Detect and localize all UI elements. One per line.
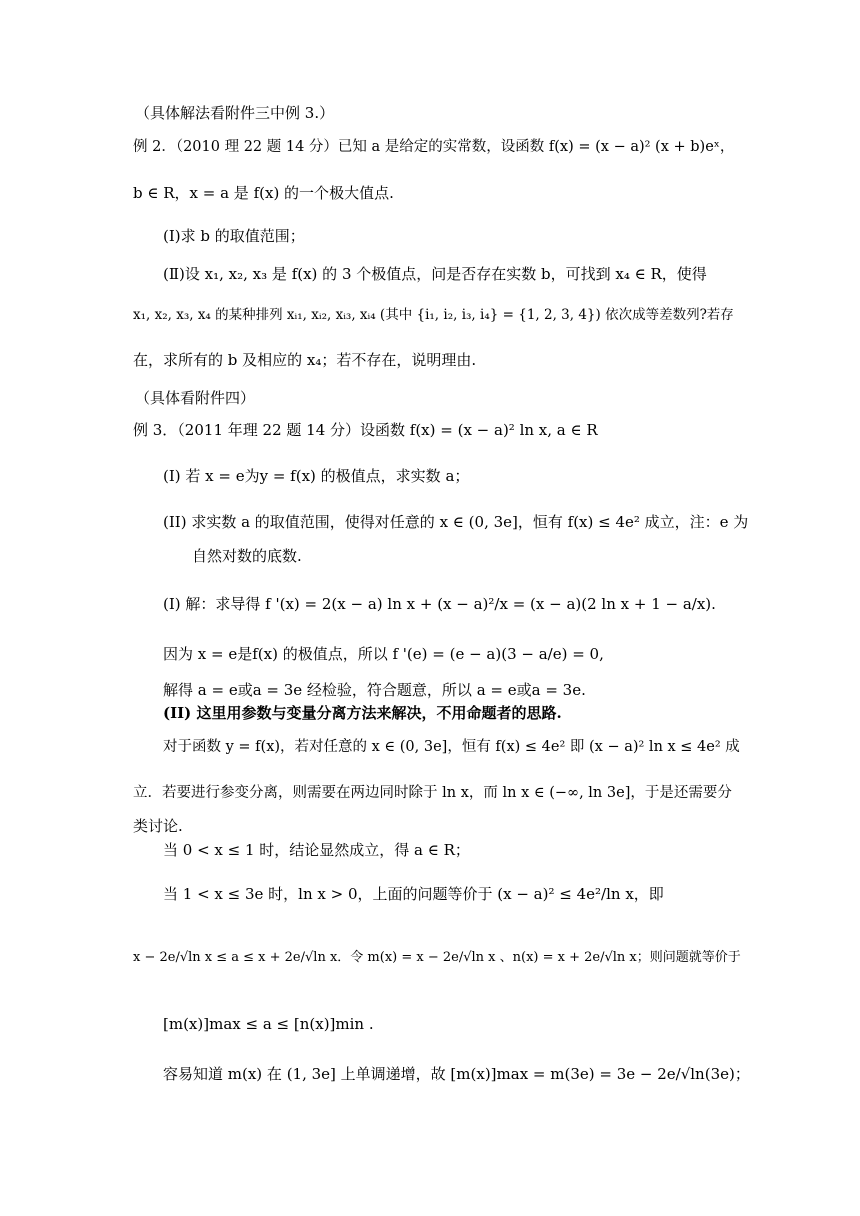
line-19-text: 类讨论. bbox=[133, 817, 183, 835]
line-20-text: 当 0 < x ≤ 1 时，结论显然成立，得 a ∈ R； bbox=[163, 841, 470, 859]
line-1-text: （具体解法看附件三中例 3.） bbox=[135, 104, 335, 122]
line-8-text: （具体看附件四） bbox=[135, 389, 256, 407]
line-4-text: (Ⅰ)求 b 的取值范围； bbox=[163, 227, 305, 245]
line-23-text: [m(x)]max ≤ a ≤ [n(x)]min . bbox=[163, 1015, 374, 1033]
text-line-9 bbox=[133, 420, 598, 440]
text-line-8 bbox=[135, 388, 255, 408]
line-21-text: 当 1 < x ≤ 3e 时，ln x > 0，上面的问题等价于 (x − a)² ≤ 4e²/ln x，即 bbox=[163, 885, 664, 903]
line-22-text: x − 2e/√ln x ≤ a ≤ x + 2e/√ln x．令 m(x) = x − 2e/√ln x 、n(x) = x + 2e/√ln x；则问题就等价于 bbox=[133, 950, 741, 965]
text-line-14 bbox=[163, 644, 604, 664]
text-line-21 bbox=[163, 884, 664, 904]
line-5-text: (Ⅱ)设 x₁, x₂, x₃ 是 f(x) 的 3 个极值点，问是否存在实数 b，可找到 x₄ ∈ R，使得 bbox=[163, 265, 707, 283]
line-7-text: 在，求所有的 b 及相应的 x₄；若不存在，说明理由. bbox=[133, 351, 477, 369]
text-line-11 bbox=[163, 512, 748, 532]
text-line-16 bbox=[163, 703, 562, 723]
line-12-text: 自然对数的底数. bbox=[192, 547, 302, 565]
text-line-18 bbox=[133, 783, 732, 803]
line-24-text: 容易知道 m(x) 在 (1, 3e] 上单调递增，故 [m(x)]max = m(3e) = 3e − 2e/√ln(3e)； bbox=[163, 1065, 750, 1083]
text-line-7 bbox=[133, 350, 476, 370]
line-11-text: (II) 求实数 a 的取值范围，使得对任意的 x ∈ (0, 3e]，恒有 f(x) ≤ 4e² 成立，注：e 为 bbox=[163, 513, 749, 531]
text-line-20 bbox=[163, 840, 470, 860]
line-17-text: 对于函数 y = f(x)，若对任意的 x ∈ (0, 3e]，恒有 f(x) ≤ 4e² 即 (x − a)² ln x ≤ 4e² 成 bbox=[163, 739, 740, 755]
line-15-text: 解得 a = e或a = 3e 经检验，符合题意，所以 a = e或a = 3e. bbox=[163, 681, 586, 699]
text-line-17 bbox=[163, 737, 740, 757]
text-line-12 bbox=[192, 546, 302, 566]
text-line-6 bbox=[133, 305, 734, 325]
line-6-text: x₁, x₂, x₃, x₄ 的某种排列 xᵢ₁, xᵢ₂, xᵢ₃, xᵢ₄ (其中 {i₁, i₂, i₃, i₄} = {1, 2, 3, 4}) 依次成等差数列?若存 bbox=[133, 307, 734, 323]
line-10-text: (I) 若 x = e为y = f(x) 的极值点，求实数 a； bbox=[163, 467, 470, 485]
text-line-2 bbox=[133, 137, 734, 157]
text-line-13 bbox=[163, 594, 716, 614]
text-line-5 bbox=[163, 264, 707, 284]
text-line-4 bbox=[163, 226, 305, 246]
text-line-23 bbox=[163, 1014, 374, 1034]
text-line-22 bbox=[133, 948, 741, 968]
text-line-1 bbox=[135, 103, 334, 123]
line-2-text: 例 2．（2010 理 22 题 14 分）已知 a 是给定的实常数，设函数 f(x) = (x − a)² (x + b)eˣ， bbox=[133, 139, 735, 155]
text-line-19 bbox=[133, 816, 183, 836]
line-9-text: 例 3．（2011 年理 22 题 14 分）设函数 f(x) = (x − a)² ln x, a ∈ R bbox=[133, 421, 598, 439]
line-14-text: 因为 x = e是f(x) 的极值点，所以 f '(e) = (e − a)(3 − a/e) = 0, bbox=[163, 645, 604, 663]
text-line-10 bbox=[163, 466, 469, 486]
line-3-text: b ∈ R，x = a 是 f(x) 的一个极大值点. bbox=[133, 184, 394, 202]
line-16-text: (II) 这里用参数与变量分离方法来解决，不用命题者的思路. bbox=[163, 704, 562, 722]
text-line-15 bbox=[163, 680, 586, 700]
text-line-24 bbox=[163, 1064, 750, 1084]
line-13-text: (I) 解：求导得 f '(x) = 2(x − a) ln x + (x − a)²/x = (x − a)(2 ln x + 1 − a/x). bbox=[163, 595, 716, 613]
text-line-3 bbox=[133, 183, 394, 203]
line-18-text: 立．若要进行参变分离，则需要在两边同时除于 ln x，而 ln x ∈ (−∞, ln 3e]，于是还需要分 bbox=[133, 785, 732, 801]
